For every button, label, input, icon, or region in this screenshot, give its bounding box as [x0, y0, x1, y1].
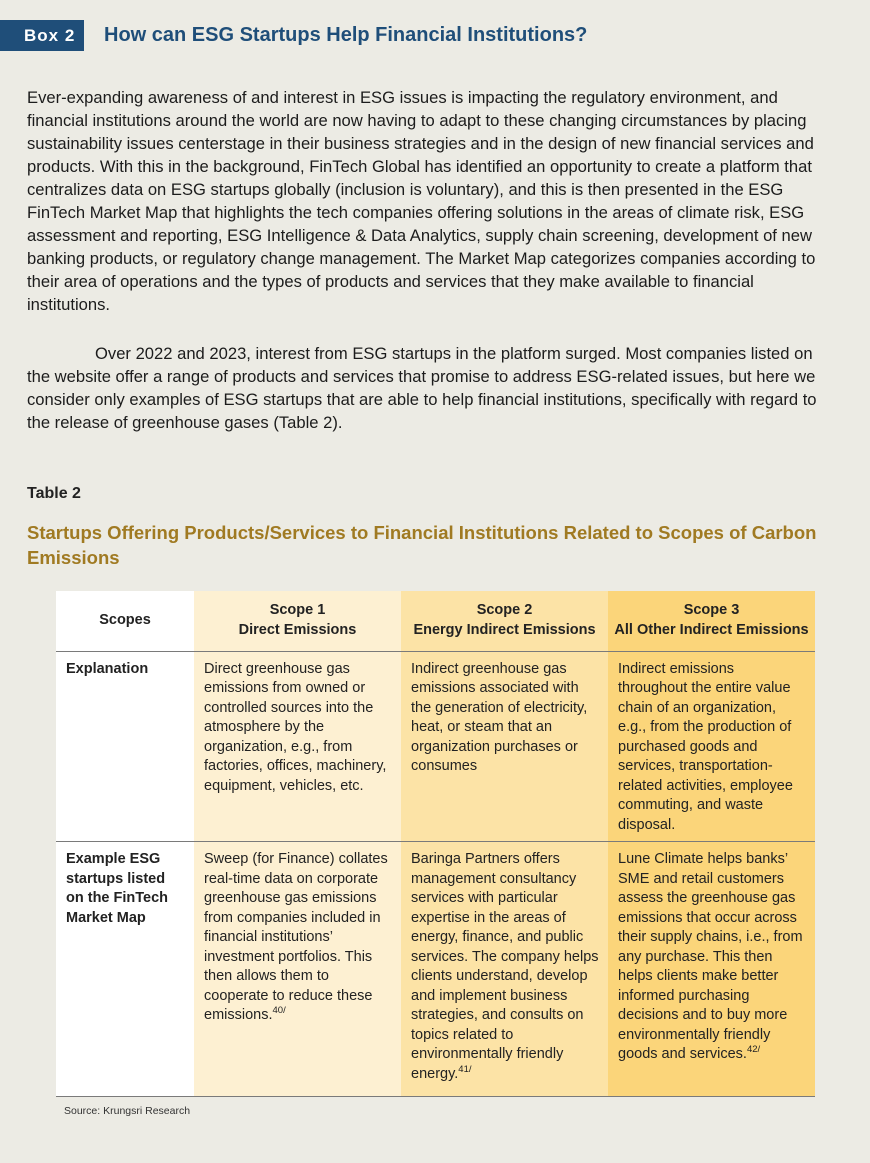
- header-scopes: Scopes: [56, 591, 194, 651]
- row-label-explanation: Explanation: [56, 651, 194, 842]
- cell-explanation-scope-1: Direct greenhouse gas emissions from owned or controlled sources into the atmosphere by the organization, e.g., from factories, offices, machinery, equipment, vehicles, etc.: [194, 651, 401, 842]
- example-scope-3-text: Lune Climate helps banks’ SME and retail customers assess the greenhouse gas emissions that occur across their supply chains, i.e., from any purchase. This then helps clients make better informed purchasing decisions and to buy more environmentally friendly goods and services.: [618, 851, 803, 1062]
- scopes-table: [56, 591, 815, 1097]
- table-header-row: [56, 591, 815, 651]
- row-label-examples: Example ESG startups listed on the FinTech Market Map: [56, 842, 194, 1097]
- cell-example-scope-3: [608, 842, 815, 1097]
- cell-explanation-scope-3: Indirect emissions throughout the entire value chain of an organization, e.g., from the production of purchased goods and services, transportation-related activities, employee commuting, and waste disposal.: [608, 651, 815, 842]
- footnote-41: 41/: [458, 1063, 472, 1075]
- header-scope-3-subtitle: All Other Indirect Emissions: [614, 621, 809, 638]
- header-scope-1-title: Scope 1: [269, 602, 326, 619]
- box-header: [0, 20, 587, 51]
- header-scope-3: [608, 591, 815, 651]
- table-title: Startups Offering Products/Services to Financial Institutions Related to Scopes of Carbon Emissions: [27, 522, 817, 568]
- header-scope-1-subtitle: Direct Emissions: [238, 621, 357, 638]
- box-title: How can ESG Startups Help Financial Institutions?: [104, 24, 588, 46]
- header-scope-2-title: Scope 2: [476, 602, 533, 619]
- header-scope-3-title: Scope 3: [683, 602, 740, 619]
- footnote-42: 42/: [746, 1044, 761, 1056]
- header-scope-1: [194, 591, 401, 651]
- paragraph-intro: Ever-expanding awareness of and interest in ESG issues is impacting the regulatory environment, and financial institutions around the world are now having to adapt to these changing circumstances by placing sustainability issues centerstage in their business strategies and in the design of new financial services and products. With this in the background, FinTech Global has identified an opportunity to create a platform that centralizes data on ESG startups globally (inclusion is voluntary), and this is then presented in the ESG FinTech Market Map that highlights the tech companies offering solutions in the areas of climate risk, ESG assessment and reporting, ESG Intelligence & Data Analytics, supply chain screening, development of new banking products, or regulatory change management. The Market Map categorizes companies according to their area of operations and the types of products and services that they make available to financial institutions.: [27, 88, 816, 314]
- header-scope-2: [401, 591, 608, 651]
- example-scope-1-text: Sweep (for Finance) collates real-time data on corporate greenhouse gas emissions from companies included in financial institutions’ investment portfolios. This then allows them to cooperate to reduce these emissions.: [204, 851, 388, 1023]
- cell-example-scope-2: [401, 842, 608, 1097]
- example-scope-2-text: Baringa Partners offers management consultancy services with particular expertise in the areas of energy, finance, and public services. The company helps clients understand, develop and implement business strategies, and consults on topics related to environmentally friendly energy.: [411, 851, 599, 1082]
- table-row-explanation: [56, 651, 815, 842]
- table-label: Table 2: [27, 485, 81, 502]
- paragraph-startups: Over 2022 and 2023, interest from ESG startups in the platform surged. Most companies listed on the website offer a range of products and services that promise to address ESG-related issues, but here we consider only examples of ESG startups that are able to help financial institutions, specifically with regard to the release of greenhouse gases (Table 2).: [27, 344, 817, 432]
- header-scope-2-subtitle: Energy Indirect Emissions: [413, 621, 596, 638]
- table-row-examples: [56, 842, 815, 1097]
- box-tag: Box 2: [0, 20, 84, 51]
- source-note: Source: Krungsri Research: [64, 1105, 191, 1117]
- cell-explanation-scope-2: Indirect greenhouse gas emissions associated with the generation of electricity, heat, or steam that an organization purchases or consumes: [401, 651, 608, 842]
- cell-example-scope-1: [194, 842, 401, 1097]
- footnote-40: 40/: [272, 1005, 286, 1017]
